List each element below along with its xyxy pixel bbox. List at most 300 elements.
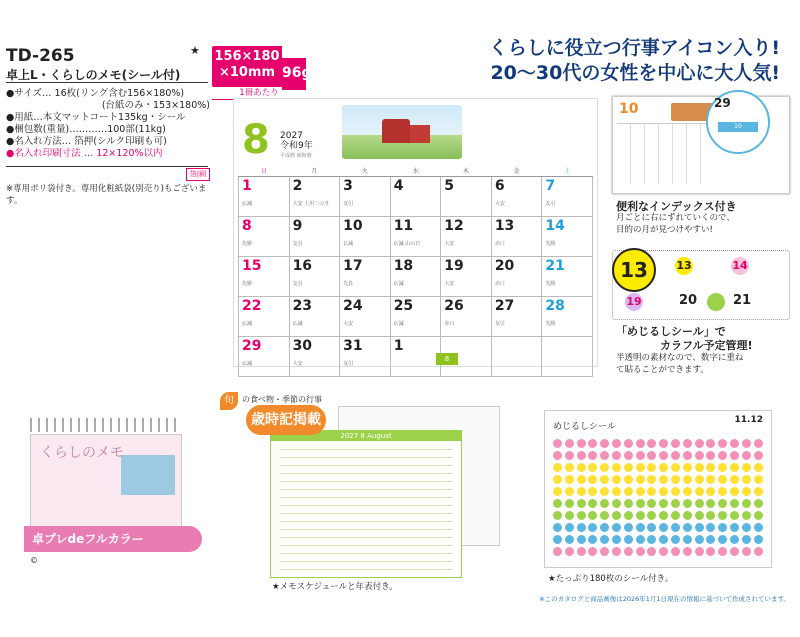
sticker-dot	[612, 523, 621, 532]
day-number: 11	[393, 218, 414, 234]
sticker-dot	[577, 487, 586, 496]
sticker-dot	[695, 451, 704, 460]
sticker-dot	[659, 511, 668, 520]
sticker-dot	[659, 439, 668, 448]
day-number: 6	[494, 178, 505, 194]
sheet-months: 11.12	[734, 415, 763, 425]
day-number: 20	[494, 258, 515, 274]
size-thickness: ×10mm	[218, 65, 276, 80]
sticker-dot	[683, 535, 692, 544]
sticker-dot	[718, 535, 727, 544]
sticker-dot	[695, 499, 704, 508]
sticker-dot	[671, 487, 680, 496]
headline-line1: くらしに役立つ行事アイコン入り!	[488, 37, 780, 59]
weight-badge: 96g	[282, 58, 306, 90]
weekday-header: 火	[340, 165, 391, 177]
sticker-dot	[730, 439, 739, 448]
day-note: 仏滅	[393, 281, 404, 287]
day-number: 7	[545, 178, 556, 194]
saijiki-badge	[216, 392, 346, 440]
sticker-dot	[636, 463, 645, 472]
sticker-dot	[647, 547, 656, 556]
sticker-dot	[706, 451, 715, 460]
sheet-title: めじるしシール	[553, 422, 616, 432]
calendar-day	[542, 177, 593, 217]
sticker-dot	[553, 475, 562, 484]
day-21: 21	[733, 293, 752, 308]
copyright: ©	[30, 556, 38, 565]
sticker-dot	[600, 463, 609, 472]
sticker-dot	[683, 523, 692, 532]
green-sticker	[707, 293, 725, 311]
sticker-dot	[659, 535, 668, 544]
sticker-dot	[588, 547, 597, 556]
sticker-dot	[718, 475, 727, 484]
era-sub: 平成暦 昭和暦	[280, 153, 312, 159]
sticker-dot	[647, 523, 656, 532]
day-note: 大安	[444, 281, 455, 287]
product-code: TD-265	[6, 46, 75, 66]
day-number: 24	[343, 298, 363, 314]
day-note: 友引	[343, 361, 354, 367]
sticker-dot	[695, 463, 704, 472]
day-note: 先負	[343, 281, 354, 287]
day-note: 友引	[292, 241, 303, 247]
day-note: 仏滅	[242, 321, 253, 327]
day-number: 18	[393, 258, 414, 274]
sticker-dot	[647, 511, 656, 520]
sticker-desc	[616, 352, 743, 376]
day-number: 31	[343, 338, 363, 354]
calendar-day	[239, 297, 290, 337]
sticker-14: 14	[731, 257, 749, 275]
day-note: 仏滅	[343, 241, 354, 247]
weekday-header: 月	[289, 165, 340, 177]
sticker-title-line: カラフル予定管理!	[660, 339, 753, 352]
sticker-dot	[695, 511, 704, 520]
sticker-dot	[624, 463, 633, 472]
sticker-dot	[754, 439, 763, 448]
sticker-dot	[695, 439, 704, 448]
sticker-dot	[730, 547, 739, 556]
day-number: 25	[393, 298, 414, 314]
calendar-day	[491, 337, 542, 377]
sticker-dot	[683, 439, 692, 448]
sticker-dot	[659, 547, 668, 556]
sticker-dot	[624, 475, 633, 484]
weekday-header: 金	[491, 165, 542, 177]
sticker-dot	[742, 511, 751, 520]
sticker-dot	[718, 487, 727, 496]
day-note: 仏滅 山の日	[393, 241, 421, 247]
memo-line	[279, 481, 453, 482]
sticker-row	[553, 487, 765, 495]
spiral-binding-icon	[30, 418, 180, 432]
saijiki-sub: の食べ物・季節の行事	[242, 395, 322, 404]
calendar-day	[390, 297, 441, 337]
sticker-dot	[671, 547, 680, 556]
sticker-dot	[742, 439, 751, 448]
day-note: 友引	[343, 201, 354, 207]
day-number: 1	[242, 178, 252, 194]
spec-size: ●サイズ… 16枚(リング含む156×180%)	[6, 88, 185, 99]
size-dimensions: 156×180	[214, 49, 280, 64]
sticker-dot	[754, 451, 763, 460]
sticker-dot	[742, 499, 751, 508]
sticker-dot	[612, 451, 621, 460]
sticker-dot	[636, 511, 645, 520]
day-note: 先勝	[545, 241, 556, 247]
sticker-row	[553, 439, 765, 447]
sticker-dot	[636, 523, 645, 532]
day-note: 大安 土用二の丑	[292, 201, 330, 207]
day-number: 13	[494, 218, 515, 234]
weekday-header: 土	[542, 165, 593, 177]
sticker-dot	[671, 451, 680, 460]
sticker-dot	[565, 475, 574, 484]
sticker-row	[553, 475, 765, 483]
sticker-dot	[600, 499, 609, 508]
day-number: 23	[292, 298, 313, 314]
sticker-dot	[647, 439, 656, 448]
day-number: 17	[343, 258, 363, 274]
sticker-dot	[636, 439, 645, 448]
mag-tab: 10	[718, 122, 758, 132]
sticker-dot	[553, 511, 562, 520]
memo-line	[279, 513, 453, 514]
sticker-dot	[659, 523, 668, 532]
calendar-day	[542, 337, 593, 377]
sticker-dot	[730, 463, 739, 472]
sticker-dot	[588, 499, 597, 508]
day-note: 先勝	[545, 281, 556, 287]
calendar-grid	[238, 165, 593, 367]
sticker-dot	[695, 523, 704, 532]
sticker-dot	[600, 451, 609, 460]
sticker-dot	[695, 475, 704, 484]
sticker-dot	[671, 463, 680, 472]
sticker-dot	[636, 451, 645, 460]
era-name: 令和9年	[280, 141, 313, 151]
sticker-dot	[718, 439, 727, 448]
sticker-desc-line: て貼ることができます。	[616, 365, 709, 375]
calendar-week	[239, 177, 593, 217]
barn-icon	[382, 119, 410, 143]
sticker-dot	[718, 523, 727, 532]
sticker-dot	[683, 463, 692, 472]
day-note: 先勝	[545, 321, 556, 327]
product-name: 卓上L・くらしのメモ(シール付)	[6, 68, 181, 82]
sticker-dot	[588, 487, 597, 496]
day-number: 19	[444, 258, 464, 274]
sticker-dot	[706, 463, 715, 472]
sticker-dot	[612, 511, 621, 520]
big-sticker-13: 13	[612, 248, 656, 292]
day-number: 9	[292, 218, 303, 234]
day-note: 大安	[292, 361, 303, 367]
calendar-day	[542, 297, 593, 337]
sticker-dot	[706, 487, 715, 496]
sticker-dot	[624, 451, 633, 460]
day-note: 大安	[494, 201, 505, 207]
sticker-dot	[683, 475, 692, 484]
day-note: 先勝	[242, 281, 253, 287]
calendar-day	[340, 337, 391, 377]
sticker-dot	[588, 451, 597, 460]
sticker-dot	[612, 475, 621, 484]
sticker-dot	[565, 463, 574, 472]
sticker-dot	[565, 547, 574, 556]
sticker-row	[553, 547, 765, 555]
sticker-dot	[565, 487, 574, 496]
sticker-dot	[624, 439, 633, 448]
cover-photo	[121, 455, 175, 495]
sticker-dot	[742, 535, 751, 544]
day-number: 21	[545, 258, 565, 274]
sticker-desc-line: 半透明の素材なので、数字に重ね	[616, 353, 744, 363]
sticker-dot	[624, 535, 633, 544]
memo-page	[270, 430, 462, 578]
headline-line2: 20〜30代の女性を中心に大人気!	[490, 62, 780, 84]
saijiki-title: 歳時記掲載	[246, 405, 326, 435]
sticker-dot	[612, 499, 621, 508]
spec-print-size: ●名入れ印刷寸法 … 12×120%以内	[6, 148, 163, 159]
sticker-dot	[742, 475, 751, 484]
calendar-day	[239, 217, 290, 257]
day-number: 12	[444, 218, 464, 234]
sticker-dot	[706, 475, 715, 484]
weekday-header: 木	[441, 165, 492, 177]
month-index-tab: 8	[436, 353, 458, 365]
memo-header: 2027 8 August	[271, 431, 461, 441]
sticker-dot	[671, 439, 680, 448]
day-number: 30	[292, 338, 313, 354]
sticker-dot	[754, 499, 763, 508]
sticker-dot	[659, 463, 668, 472]
sticker-dot	[695, 535, 704, 544]
sticker-dot	[624, 511, 633, 520]
sticker-dot	[647, 451, 656, 460]
index-desc-line: 月ごとに右にずれていくので、	[616, 213, 735, 223]
calendar-day	[441, 217, 492, 257]
divider	[6, 166, 208, 167]
day-note: 大安	[343, 321, 354, 327]
sticker-dot	[565, 523, 574, 532]
sticker-dot	[600, 523, 609, 532]
day-number: 3	[343, 178, 353, 194]
day-note: 友引	[292, 281, 303, 287]
month-number: 8	[242, 117, 270, 163]
memo-line	[279, 569, 453, 570]
calendar-day	[340, 257, 391, 297]
day-note: 友引	[545, 201, 556, 207]
calendar-week	[239, 257, 593, 297]
calendar-week	[239, 217, 593, 257]
calendar-day	[289, 257, 340, 297]
calendar-day	[239, 177, 290, 217]
sticker-dot	[600, 475, 609, 484]
sticker-dot	[659, 499, 668, 508]
sticker-dot	[754, 535, 763, 544]
sticker-dot	[671, 523, 680, 532]
day-note: 赤口	[494, 281, 505, 287]
sticker-dot	[730, 451, 739, 460]
calendar-day	[441, 177, 492, 217]
index-desc-line: 目的の月が見つけやすい!	[616, 225, 713, 235]
sticker-dot	[588, 511, 597, 520]
sticker-dot	[647, 475, 656, 484]
sticker-dot	[612, 487, 621, 496]
sticker-dot	[718, 499, 727, 508]
sticker-dot	[647, 535, 656, 544]
sticker-dot	[754, 511, 763, 520]
sticker-dot	[588, 463, 597, 472]
day-number: 26	[444, 298, 464, 314]
sticker-dot	[577, 547, 586, 556]
day-number: 22	[242, 298, 262, 314]
index-desc	[616, 212, 735, 236]
spec-packing: ●梱包数(重量)…………100部(11kg)	[6, 124, 166, 135]
sticker-dot	[683, 547, 692, 556]
calendar-day	[289, 177, 340, 217]
memo-line	[279, 521, 453, 522]
desk-title: くらしのメモ	[40, 445, 124, 461]
sticker-dot	[718, 511, 727, 520]
sticker-19: 19	[625, 293, 643, 311]
year-number: 2027	[280, 131, 303, 141]
memo-line	[279, 449, 453, 450]
day-note: 仏滅	[393, 321, 404, 327]
day-number: 2	[292, 178, 303, 194]
magnifier-icon	[706, 90, 770, 154]
sticker-dot	[553, 487, 562, 496]
sticker-row	[553, 463, 765, 471]
sticker-dot	[553, 535, 562, 544]
day-number: 10	[343, 218, 363, 234]
sticker-dot	[612, 463, 621, 472]
star-mark: ★	[190, 44, 200, 57]
calendar-day	[390, 337, 441, 377]
memo-line	[279, 553, 453, 554]
sticker-dot	[683, 499, 692, 508]
sticker-dot	[718, 463, 727, 472]
sticker-dot	[565, 499, 574, 508]
sticker-dot	[647, 463, 656, 472]
sticker-dot	[600, 511, 609, 520]
spec-size-mount: (台紙のみ・153×180%)	[101, 100, 210, 111]
memo-line	[279, 497, 453, 498]
per-book-label: 1冊あたり	[212, 87, 306, 100]
calendar-week	[239, 297, 593, 337]
memo-line	[279, 561, 453, 562]
leaf-icon: 旬	[220, 392, 238, 410]
barn-illustration	[342, 105, 462, 159]
barn-annex-icon	[410, 125, 430, 143]
inset-grid	[617, 123, 713, 184]
day-number: 28	[545, 298, 565, 314]
sticker-dot	[659, 475, 668, 484]
sticker-dot	[577, 511, 586, 520]
sticker-dot	[695, 487, 704, 496]
sticker-dot	[636, 475, 645, 484]
calendar-day	[441, 257, 492, 297]
sticker-dot	[742, 547, 751, 556]
day-note: 赤口	[444, 321, 455, 327]
calendar-day	[390, 217, 441, 257]
sticker-dot	[624, 487, 633, 496]
sticker-dot	[600, 547, 609, 556]
calendar-day	[390, 257, 441, 297]
day-note: 仏滅	[242, 201, 253, 207]
sticker-dot	[624, 499, 633, 508]
sticker-dot	[577, 523, 586, 532]
sticker-dot	[754, 547, 763, 556]
weekday-header: 日	[239, 165, 290, 177]
sticker-dot	[742, 523, 751, 532]
sticker-dot	[742, 463, 751, 472]
sticker-dot	[624, 523, 633, 532]
index-title: 便利なインデックス付き	[616, 200, 737, 213]
sticker-dot	[577, 439, 586, 448]
foil-stamp-icon: 箔|刷	[186, 168, 210, 181]
divider	[6, 82, 208, 83]
sticker-dot	[588, 523, 597, 532]
sticker-dot	[565, 451, 574, 460]
sticker-dot	[718, 547, 727, 556]
sticker-sheet	[544, 410, 772, 568]
day-note: 大安	[444, 241, 455, 247]
sticker-dot	[553, 451, 562, 460]
sticker-dot	[553, 463, 562, 472]
day-number: 29	[242, 338, 262, 354]
sticker-dot	[565, 439, 574, 448]
sticker-dot	[683, 487, 692, 496]
day-number: 14	[545, 218, 565, 234]
sticker-dot	[588, 535, 597, 544]
sticker-dot	[565, 535, 574, 544]
day-number: 8	[242, 218, 252, 234]
sticker-dot	[612, 439, 621, 448]
sticker-dot	[553, 547, 562, 556]
sticker-dot	[671, 535, 680, 544]
calendar-day	[239, 337, 290, 377]
sticker-dot	[624, 547, 633, 556]
calendar-day	[491, 177, 542, 217]
memo-line	[279, 473, 453, 474]
headline	[440, 36, 780, 86]
day-number: 27	[494, 298, 515, 314]
sticker-dot	[754, 463, 763, 472]
calendar-day	[289, 337, 340, 377]
calendar-day	[340, 177, 391, 217]
sticker-dot	[730, 499, 739, 508]
sticker-dot	[742, 487, 751, 496]
sticker-row	[553, 511, 765, 519]
sticker-dot	[730, 523, 739, 532]
sticker-row	[553, 535, 765, 543]
sticker-dot	[553, 499, 562, 508]
calendar-day	[239, 257, 290, 297]
memo-line	[279, 505, 453, 506]
sticker-dot	[683, 511, 692, 520]
mag-day: 29	[714, 96, 731, 110]
calendar-day	[340, 297, 391, 337]
calendar-day	[491, 297, 542, 337]
memo-line	[279, 465, 453, 466]
calendar-day	[491, 217, 542, 257]
memo-line	[279, 529, 453, 530]
sticker-dot	[706, 439, 715, 448]
